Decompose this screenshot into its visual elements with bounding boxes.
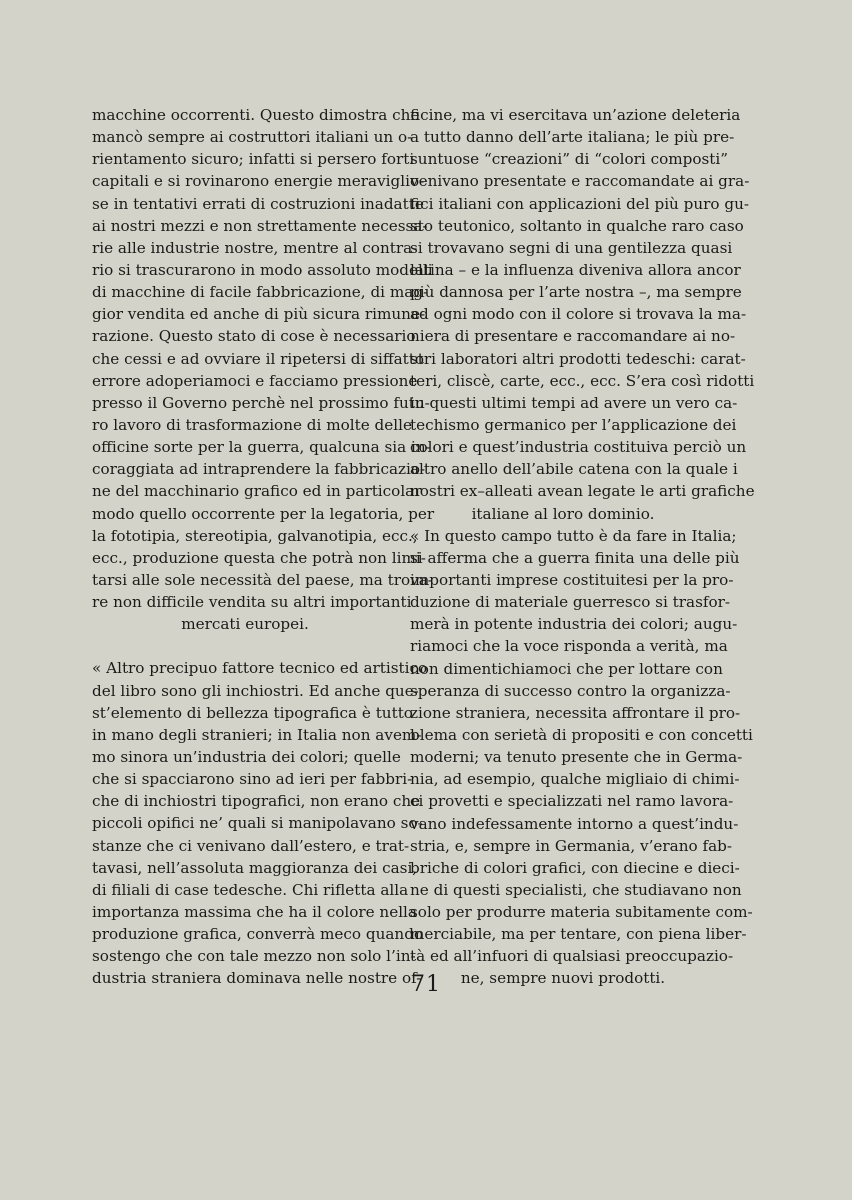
text-line: officine sorte per la guerra, qualcuna sia in- (92, 438, 431, 457)
text-column-right (410, 104, 755, 990)
text-line: che di inchiostri tipografici, non erano che (92, 792, 421, 811)
text-line: a tutto danno dell’arte italiana; le più pre- (410, 128, 735, 147)
text-line: importanti imprese costituitesi per la pro- (410, 570, 734, 589)
text-line: st’elemento di bellezza tipografica è tutto (92, 703, 413, 722)
text-line: errore adoperiamoci e facciamo pressione (92, 371, 418, 390)
text-line: si trovavano segni di una gentilezza quasi (410, 238, 733, 257)
text-line: altro anello dell’abile catena con la quale i (410, 460, 738, 479)
text-line: ne del macchinario grafico ed in particolar (92, 482, 422, 501)
text-line: presso il Governo perchè nel prossimo futu- (92, 393, 430, 412)
text-line: solo per produrre materia subitamente com- (410, 903, 753, 922)
text-line: suntuose “creazioni” di “colori composti” (410, 150, 729, 169)
text-line: rie alle industrie nostre, mentre al contra- (92, 238, 418, 257)
text-line: italiane al loro dominio. (471, 504, 655, 523)
text-line: ro lavoro di trasformazione di molte delle (92, 415, 412, 434)
text-line: « In questo campo tutto è da fare in Italia; (410, 526, 737, 545)
text-line: teri, cliscè, carte, ecc., ecc. S’era così ridotti (410, 371, 755, 390)
text-line: importanza massima che ha il colore nella (92, 902, 417, 921)
text-line: mancò sempre ai costruttori italiani un o- (92, 128, 413, 147)
text-line: stria, e, sempre in Germania, v’erano fab- (410, 836, 732, 855)
text-line: tavasi, nell’assoluta maggioranza dei casi, (92, 858, 418, 877)
text-line: in questi ultimi tempi ad avere un vero ca- (410, 393, 738, 412)
text-line: techismo germanico per l’applicazione dei (410, 415, 737, 434)
text-line: duzione di materiale guerresco si trasfor- (410, 593, 731, 612)
text-line: che cessi e ad ovviare il ripetersi di siffatto (92, 349, 425, 368)
text-line: nia, ad esempio, qualche migliaio di chimi- (410, 770, 740, 789)
text-line: del libro sono gli inchiostri. Ed anche que- (92, 681, 419, 700)
text-line: di macchine di facile fabbricazione, di mag- (92, 283, 429, 302)
text-line: capitali e si rovinarono energie meraviglio- (92, 172, 425, 191)
text-line: nostri ex–alleati avean legate le arti grafiche (410, 482, 755, 501)
text-line: tarsi alle sole necessità del paese, ma trova- (92, 570, 433, 589)
text-line: « Altro precipuo fattore tecnico ed artistico (92, 659, 428, 678)
text-line: razione. Questo stato di cose è necessario (92, 327, 416, 346)
text-line: tà ed all’infuori di qualsiasi preoccupazio- (410, 947, 734, 966)
text-line: non dimentichiamoci che per lottare con (410, 659, 723, 678)
text-line: rio si trascurarono in modo assoluto modelli (92, 260, 433, 279)
paragraph-gap (92, 635, 398, 657)
text-line: moderni; va tenuto presente che in Germa- (410, 748, 743, 767)
text-line: speranza di successo contro la organizza- (410, 681, 731, 700)
text-line: ecc., produzione questa che potrà non limi- (92, 548, 426, 567)
text-line: piccoli opifici ne’ quali si manipolavano so- (92, 814, 423, 833)
text-line: in mano degli stranieri; in Italia non avem- (92, 725, 422, 744)
text-line: produzione grafica, converrà meco quando (92, 925, 424, 944)
text-line: ficine, ma vi esercitava un’azione deleteria (410, 106, 741, 124)
text-line: rientamento sicuro; infatti si persero forti (92, 150, 415, 169)
text-line: riamoci che la voce risponda a verità, ma (410, 637, 728, 656)
text-line: ad ogni modo con il colore si trovava la ma- (410, 305, 747, 324)
text-line: ai nostri mezzi e non strettamente necessa- (92, 216, 428, 235)
text-line: re non difficile vendita su altri importanti (92, 593, 412, 612)
text-line: venivano presentate e raccomandate ai gra- (410, 172, 750, 191)
text-line: ne di questi specialisti, che studiavano non (410, 880, 742, 899)
text-line: blema con serietà di propositi e con concetti (410, 725, 753, 744)
text-line: dustria straniera dominava nelle nostre of- (92, 969, 422, 988)
text-line: fici italiani con applicazioni del più puro gu- (410, 194, 750, 213)
text-line: più dannosa per l’arte nostra –, ma sempre (410, 283, 742, 302)
text-line: che si spacciarono sino ad ieri per fabbri- (92, 770, 413, 789)
text-line: latina – e la influenza diveniva allora ancor (410, 260, 741, 279)
text-line: si afferma che a guerra finita una delle più (410, 548, 740, 567)
text-line: zione straniera, necessita affrontare il pro- (410, 703, 741, 722)
text-line: sto teutonico, soltanto in qualche raro caso (410, 216, 744, 235)
text-line: briche di colori grafici, con diecine e dieci- (410, 858, 740, 877)
text-line: di filiali di case tedesche. Chi rifletta alla (92, 880, 409, 899)
text-line: stanze che ci venivano dall’estero, e trat- (92, 836, 410, 855)
text-line: niera di presentare e raccomandare ai no- (410, 327, 736, 346)
text-line: merciabile, ma per tentare, con piena liber- (410, 925, 747, 944)
text-line: merà in potente industria dei colori; augu- (410, 615, 738, 634)
text-line: gior vendita ed anche di più sicura rimune- (92, 305, 426, 324)
text-line: sostengo che con tale mezzo non solo l’in- (92, 947, 416, 966)
text-line: vano indefessamente intorno a quest’indu- (410, 814, 739, 833)
text-line: ne, sempre nuovi prodotti. (460, 969, 666, 988)
text-line: se in tentativi errati di costruzioni inadatte (92, 194, 424, 213)
text-line: modo quello occorrente per la legatoria, per (92, 504, 435, 523)
text-line: macchine occorrenti. Questo dimostra che (92, 106, 420, 124)
text-line: mo sinora un’industria dei colori; quelle (92, 747, 401, 766)
text-line: stri laboratori altri prodotti tedeschi: carat- (410, 349, 746, 368)
page-number: 71 (411, 972, 441, 997)
text-line: colori e quest’industria costituiva perciò un (410, 438, 747, 457)
text-line: coraggiata ad intraprendere la fabbricazio- (92, 460, 426, 479)
text-line: la fototipia, stereotipia, galvanotipia, ecc., (92, 526, 418, 545)
text-line: ci provetti e specializzati nel ramo lavora- (410, 792, 734, 811)
text-line: mercati europei. (181, 615, 309, 634)
